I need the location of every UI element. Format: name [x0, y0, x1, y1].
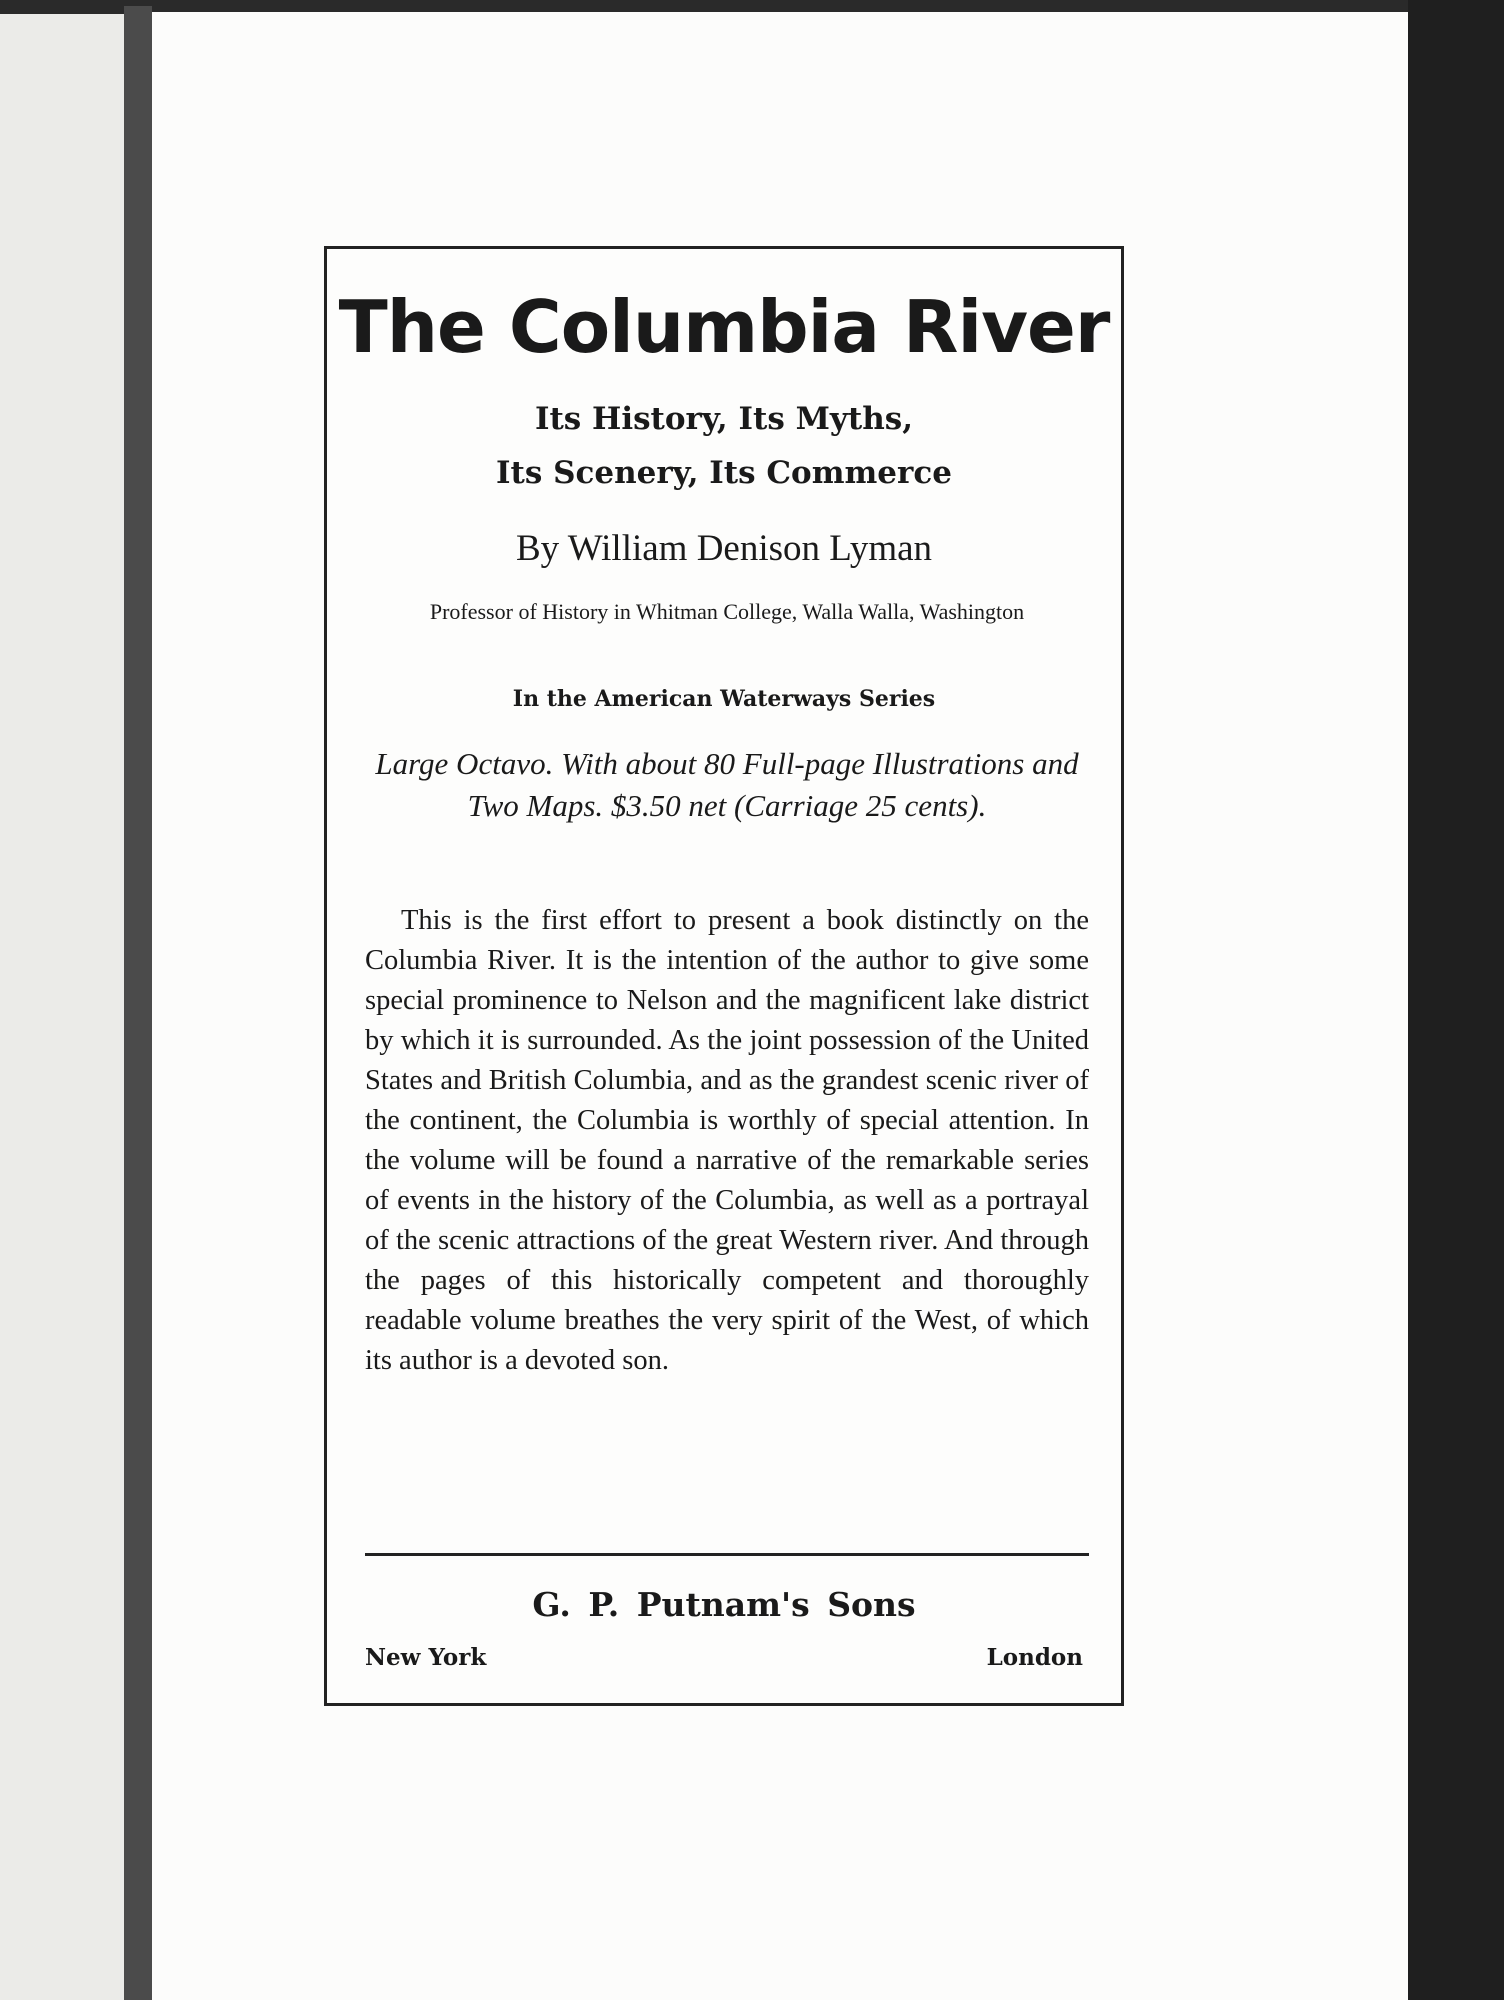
subtitle-line-2: Its Scenery, Its Commerce: [496, 455, 952, 491]
publisher-city-london: London: [986, 1644, 1083, 1671]
advertisement-box: [324, 246, 1124, 1706]
description-paragraph: This is the first effort to present a book distinctly on the Columbia River. It is the intention of the author to give some special prominence to Nelson and the magnificent lake district by which it is surrounded. As the joint possession of the United States and British Columbia, and as the grandest scenic river of the continent, the Columbia is worthly of special attention. In the volume will be found a narrative of the remarkable series of events in the history of the Columbia, as well as a portrayal of the scenic attractions of the great Western river. And through the pages of this historically competent and thoroughly readable volume breathes the very spirit of the West, of which its author is a devoted son.: [365, 905, 1089, 1376]
publisher-name: G. P. Putnam's Sons: [532, 1585, 916, 1624]
format-and-price: Large Octavo. With about 80 Full-page Illustrations and Two Maps. $3.50 net (Carriage 25 cents).: [375, 746, 1079, 823]
author-affiliation: Professor of History in Whitman College, Walla Walla, Washington: [429, 599, 1025, 624]
book-spine: [124, 6, 152, 2000]
author-line: By William Denison Lyman: [515, 528, 933, 569]
scan-right-edge: [1408, 0, 1504, 2000]
divider-rule: [365, 1553, 1089, 1556]
subtitle-line-1: Its History, Its Myths,: [534, 401, 914, 437]
series-line: In the American Waterways Series: [512, 686, 936, 712]
book-title: The Columbia River: [338, 285, 1110, 369]
publisher-city-new-york: New York: [365, 1644, 487, 1671]
